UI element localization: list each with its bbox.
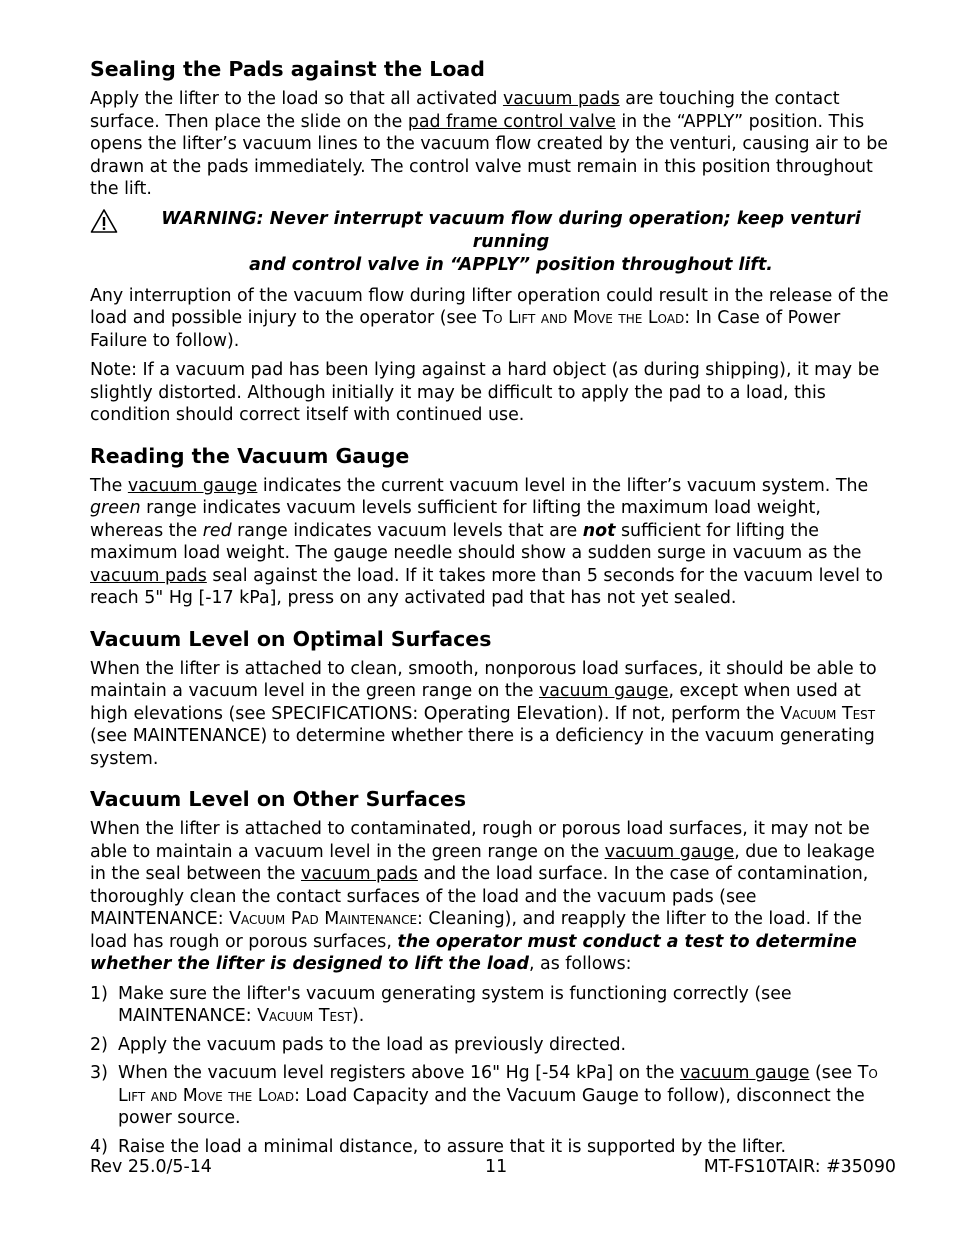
paragraph: The vacuum gauge indicates the current vacuum level in the lifter’s vacuum system. The green range indicates vacuum levels sufficient for lifting the maximum load weight, whereas the red range indicates vacuum levels that are not sufficient for lifting the maximum load weight. The gauge needle should show a sudden surge in vacuum as the vacuum pads seal against the load. If it takes more than 5 seconds for the vacuum level to reach 5" Hg [-17 kPa], press on any activated pad that has not yet sealed. — [90, 475, 883, 608]
section-optimal-surfaces — [90, 626, 890, 771]
page-footer — [90, 1156, 896, 1180]
warning-text: WARNING: Never interrupt vacuum flow during operation; keep venturi running and control valve in “APPLY” position throughout lift. — [161, 208, 861, 275]
warning-box — [90, 208, 890, 277]
list-item: 1) Make sure the lifter's vacuum generating system is functioning correctly (see MAINTENANCE: Vacuum Test). — [90, 983, 792, 1026]
cross-reference: To Lift and Move the Load — [118, 1063, 878, 1106]
link-vacuum-pads: vacuum pads — [90, 565, 207, 586]
section-heading: Vacuum Level on Optimal Surfaces — [90, 626, 492, 651]
section-heading: Vacuum Level on Other Surfaces — [90, 787, 467, 811]
page-body — [90, 56, 890, 1174]
warning-triangle-icon — [90, 208, 118, 234]
page-number: 11 — [485, 1157, 508, 1177]
cross-reference: Vacuum Test — [257, 1006, 352, 1026]
link-vacuum-gauge: vacuum gauge — [538, 681, 669, 701]
link-vacuum-gauge: vacuum gauge — [604, 841, 735, 862]
link-vacuum-gauge: vacuum gauge — [127, 475, 258, 496]
list-item: 4) Raise the load a minimal distance, to assure that it is supported by the lifter. — [90, 1136, 787, 1157]
document-id: MT-FS10TAIR: #35090 — [703, 1157, 896, 1177]
paragraph: Any interruption of the vacuum flow during lifter operation could result in the release of the load and possible injury to the operator (see To Lift and Move the Load: In Case of Power Failure to follow). — [90, 285, 889, 351]
link-vacuum-gauge: vacuum gauge — [679, 1063, 810, 1083]
section-reading-gauge — [90, 443, 890, 610]
section-sealing — [90, 56, 890, 427]
list-item: 2) Apply the vacuum pads to the load as previously directed. — [90, 1034, 627, 1055]
revision-label: Rev 25.0/5-14 — [90, 1157, 212, 1177]
cross-reference: To Lift and Move the Load — [482, 308, 685, 328]
section-heading: Sealing the Pads against the Load — [90, 57, 485, 81]
section-other-surfaces — [90, 786, 890, 1158]
paragraph: Apply the lifter to the load so that all activated vacuum pads are touching the contact surface. Then place the slide on the pad frame control valve in the “APPLY” position. This opens the lifter’s vacuum lines to the vacuum flow created by the venturi, causing air to be drawn at the pads immediately. The control valve must remain in this position throughout the lift. — [90, 89, 888, 199]
list-item: 3) When the vacuum level registers above 16" Hg [-54 kPa] on the vacuum gauge (see To Lift and Move the Load: Load Capacity and the Vacuum Gauge to follow), disconnect the power source. — [90, 1063, 878, 1128]
link-vacuum-pads: vacuum pads — [301, 864, 418, 884]
test-steps-list — [90, 983, 890, 1159]
section-heading: Reading the Vacuum Gauge — [90, 443, 410, 468]
link-pad-frame-control-valve: pad frame control valve — [407, 111, 616, 132]
cross-reference: Vacuum Test — [780, 703, 876, 724]
paragraph: When the lifter is attached to clean, smooth, nonporous load surfaces, it should be able to maintain a vacuum level in the green range on the vacuum gauge, except when used at high elevations (see SPECIFICATIONS: Operating Elevation). If not, perform the Vacuum Test (see MAINTENANCE) to determine whether there is a deficiency in the vacuum generating system. — [90, 658, 877, 769]
link-vacuum-pads: vacuum pads — [502, 89, 620, 109]
paragraph: When the lifter is attached to contaminated, rough or porous load surfaces, it may not be able to maintain a vacuum level in the green range on the vacuum gauge, due to leakage in the seal between the vacuum pads and the load surface. In the case of contamination, thoroughly clean the contact surfaces of the load and the vacuum pads (see MAINTENANCE: Vacuum Pad Maintenance: Cleaning), and reapply the lifter to the load. If the load has rough or porous surfaces, the operator must conduct a test to determine whether the lifter is designed to lift the load, as follows: — [90, 819, 875, 974]
cross-reference: Vacuum Pad Maintenance — [229, 909, 418, 929]
note-paragraph: Note: If a vacuum pad has been lying against a hard object (as during shipping), it may be slightly distorted. Although initially it may be difficult to apply the pad to a load, this condition should correct itself with continued use. — [90, 360, 880, 425]
